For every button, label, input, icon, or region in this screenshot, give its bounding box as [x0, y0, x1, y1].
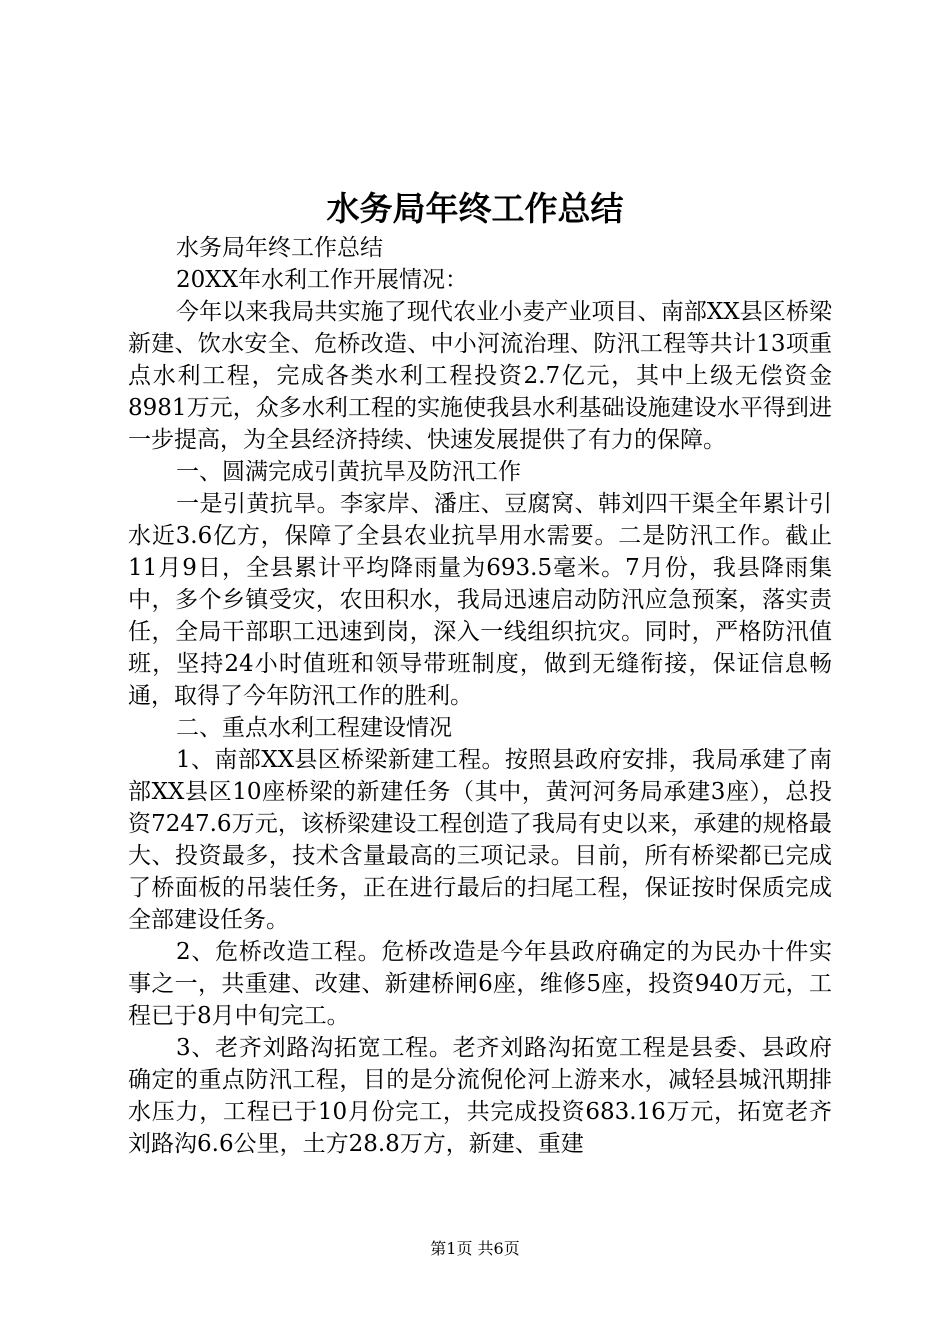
paragraph-dangerous-bridge: 2、危桥改造工程。危桥改造是今年县政府确定的为民办十件实事之一，共重建、改建、新建桥闸6座，维修5座，投资940万元，工程已于8月中旬完工。	[128, 939, 832, 1029]
document-title: 水务局年终工作总结	[326, 189, 624, 228]
paragraph-overview: 今年以来我局共实施了现代农业小麦产业项目、南部XX县区桥梁新建、饮水安全、危桥改造、中小河流治理、防汛工程等共计13项重点水利工程，完成各类水利工程投资2.7亿元，其中上级无偿资金8981万元，众多水利工程的实施使我县水利基础设施建设水平得到进一步提高，为全县经济持续、快速发展提供了有力的保障。	[128, 299, 832, 453]
page-footer: 第1页 共6页	[430, 1239, 520, 1258]
paragraph-bridge-project: 1、南部XX县区桥梁新建工程。按照县政府安排，我局承建了南部XX县区10座桥梁的新建任务（其中，黄河河务局承建3座），总投资7247.6万元，该桥梁建设工程创造了我局有史以来，承建的规格最大、投资最多，技术含量最高的三项记录。目前，所有桥梁都已完成了桥面板的吊装任务，正在进行最后的扫尾工程，保证按时保质完成全部建设任务。	[128, 747, 832, 933]
paragraph-subtitle: 水务局年终工作总结	[176, 235, 383, 261]
section-heading-1: 一、圆满完成引黄抗旱及防汛工作	[176, 459, 521, 485]
paragraph-intro-heading: 20XX年水利工作开展情况：	[176, 267, 469, 293]
section-heading-2: 二、重点水利工程建设情况	[176, 715, 452, 741]
document-body	[128, 232, 832, 1160]
paragraph-ditch-widening: 3、老齐刘路沟拓宽工程。老齐刘路沟拓宽工程是县委、县政府确定的重点防汛工程，目的是分流倪伦河上游来水，减轻县城汛期排水压力，工程已于10月份完工，共完成投资683.16万元，拓宽老齐刘路沟6.6公里，土方28.8万方，新建、重建	[128, 1035, 832, 1157]
paragraph-drought-flood: 一是引黄抗旱。李家岸、潘庄、豆腐窝、韩刘四干渠全年累计引水近3.6亿方，保障了全县农业抗旱用水需要。二是防汛工作。截止11月9日，全县累计平均降雨量为693.5毫米。7月份，我县降雨集中，多个乡镇受灾，农田积水，我局迅速启动防汛应急预案，落实责任，全局干部职工迅速到岗，深入一线组织抗灾。同时，严格防汛值班，坚持24小时值班和领导带班制度，做到无缝衔接，保证信息畅通，取得了今年防汛工作的胜利。	[128, 491, 832, 709]
